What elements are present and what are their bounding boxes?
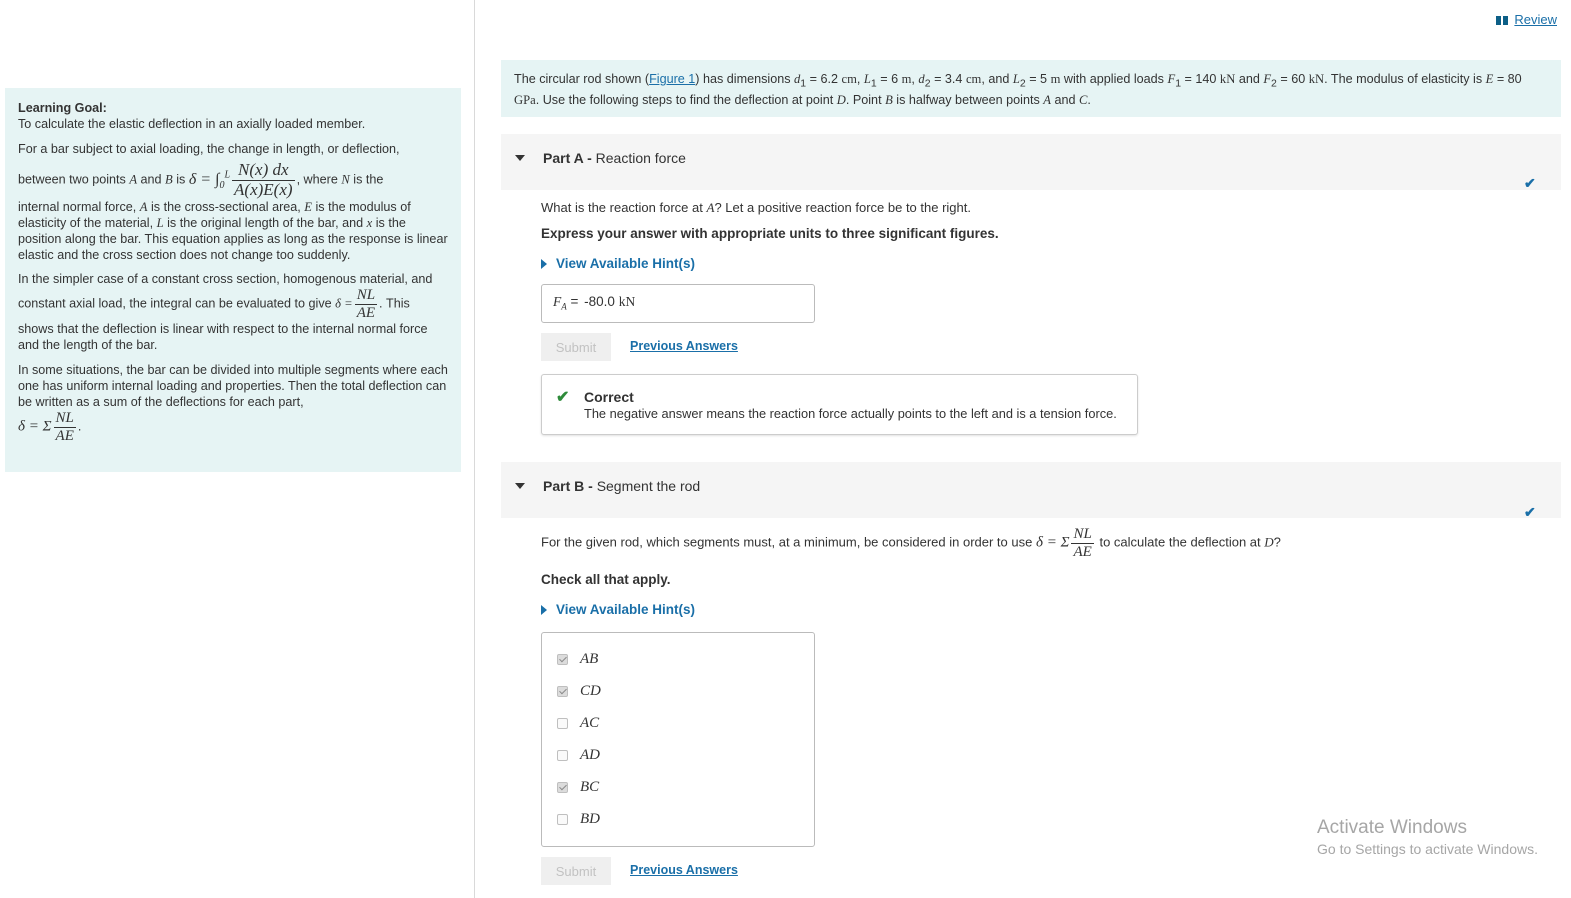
part-b-previous-answers-link[interactable]: Previous Answers — [630, 863, 738, 877]
part-b-submit-button[interactable]: Submit — [541, 857, 611, 885]
review-link[interactable]: Review — [1496, 12, 1557, 27]
part-a-instruction: Express your answer with appropriate units to three significant figures. — [541, 226, 999, 241]
expand-triangle-icon — [541, 605, 547, 615]
correct-check-icon: ✔ — [556, 389, 570, 406]
learning-goal-panel — [5, 88, 461, 472]
choice-ab[interactable]: AB — [557, 650, 598, 668]
figure-link[interactable]: Figure 1 — [649, 72, 696, 86]
part-a-submit-button[interactable]: Submit — [541, 333, 611, 361]
part-b-question: For the given rod, which segments must, at a minimum, be considered in order to use δ = Σ $\frac{NL}{AE}$ to calculate the deflection at D? — [541, 526, 1281, 560]
part-b-header[interactable]: Part B - Segment the rod — [501, 462, 1561, 518]
collapse-triangle-icon — [515, 483, 525, 489]
learning-goal-title: Learning Goal: — [18, 101, 107, 115]
part-b-hint-toggle[interactable]: View Available Hint(s) — [541, 602, 695, 617]
choice-ad[interactable]: AD — [557, 746, 600, 764]
checkbox[interactable] — [557, 750, 568, 761]
learning-goal-paragraph-1: For a bar subject to axial loading, the change in length, or deflection, between two points A and B is $\delta = \int_0^L$ $\frac{N(x) dx}{A(x)E(x)}$ , where N is the internal normal force, A is the cross-sectional area, E is the modulus of elasticity of the material, L is the original length of the bar, and x is the position along the bar. This equation applies as long as the response is linear elastic and the cross section does not change too suddenly. — [18, 142, 448, 263]
expand-triangle-icon — [541, 259, 547, 269]
part-a-feedback — [541, 374, 1138, 435]
checkbox[interactable] — [557, 686, 568, 697]
checkbox[interactable] — [557, 814, 568, 825]
part-a-answer-box[interactable]: $F_A = -80.0$ kN — [541, 284, 815, 323]
checkbox[interactable] — [557, 718, 568, 729]
part-a-question: What is the reaction force at A? Let a positive reaction force be to the right. — [541, 200, 971, 215]
book-icon — [1496, 16, 1508, 25]
checkbox[interactable] — [557, 654, 568, 665]
part-a-complete-check-icon: ✔ — [1524, 175, 1536, 191]
learning-goal-subtitle: To calculate the elastic deflection in an axially loaded member. — [18, 117, 366, 131]
panel-divider — [474, 0, 475, 898]
part-a-previous-answers-link[interactable]: Previous Answers — [630, 339, 738, 353]
part-b-complete-check-icon: ✔ — [1524, 504, 1536, 520]
choice-bd[interactable]: BD — [557, 810, 600, 828]
part-a-header[interactable]: Part A - Reaction force — [501, 134, 1561, 190]
feedback-message: The negative answer means the reaction force actually points to the left and is a tension force. — [584, 406, 1117, 421]
checkbox[interactable] — [557, 782, 568, 793]
choice-cd[interactable]: CD — [557, 682, 601, 700]
part-b-instruction: Check all that apply. — [541, 572, 671, 587]
windows-activation-watermark: Activate Windows Go to Settings to activate Windows. — [1317, 817, 1538, 857]
problem-statement: The circular rod shown (Figure 1) has dimensions $d_1 = 6.2$ cm, $L_1 = 6$ m, $d_2 = 3.4$ cm, and $L_2 = 5$ m with applied loads $F_1 = 140$ kN and $F_2 = 60$ kN. The modulus of elasticity is E = 80 GPa. Use the following steps to find the deflection at point D. Point B is halfway between points A and C. — [501, 60, 1561, 117]
choice-bc[interactable]: BC — [557, 778, 599, 796]
part-b-choices — [541, 632, 815, 847]
feedback-title: Correct — [584, 389, 634, 405]
collapse-triangle-icon — [515, 155, 525, 161]
part-a-hint-toggle[interactable]: View Available Hint(s) — [541, 256, 695, 271]
learning-goal-paragraph-3: In some situations, the bar can be divided into multiple segments where each one has uniform internal loading and properties. Then the total deflection can be written as a sum of the deflections for each part, δ = Σ $\frac{NL}{AE}$ . — [18, 363, 448, 444]
choice-ac[interactable]: AC — [557, 714, 599, 732]
learning-goal-paragraph-2: In the simpler case of a constant cross section, homogenous material, and constant axial load, the integral can be evaluated to give δ = $\frac{NL}{AE}$ . This shows that the deflection is linear with respect to the internal normal force and the length of the bar. — [18, 272, 433, 353]
